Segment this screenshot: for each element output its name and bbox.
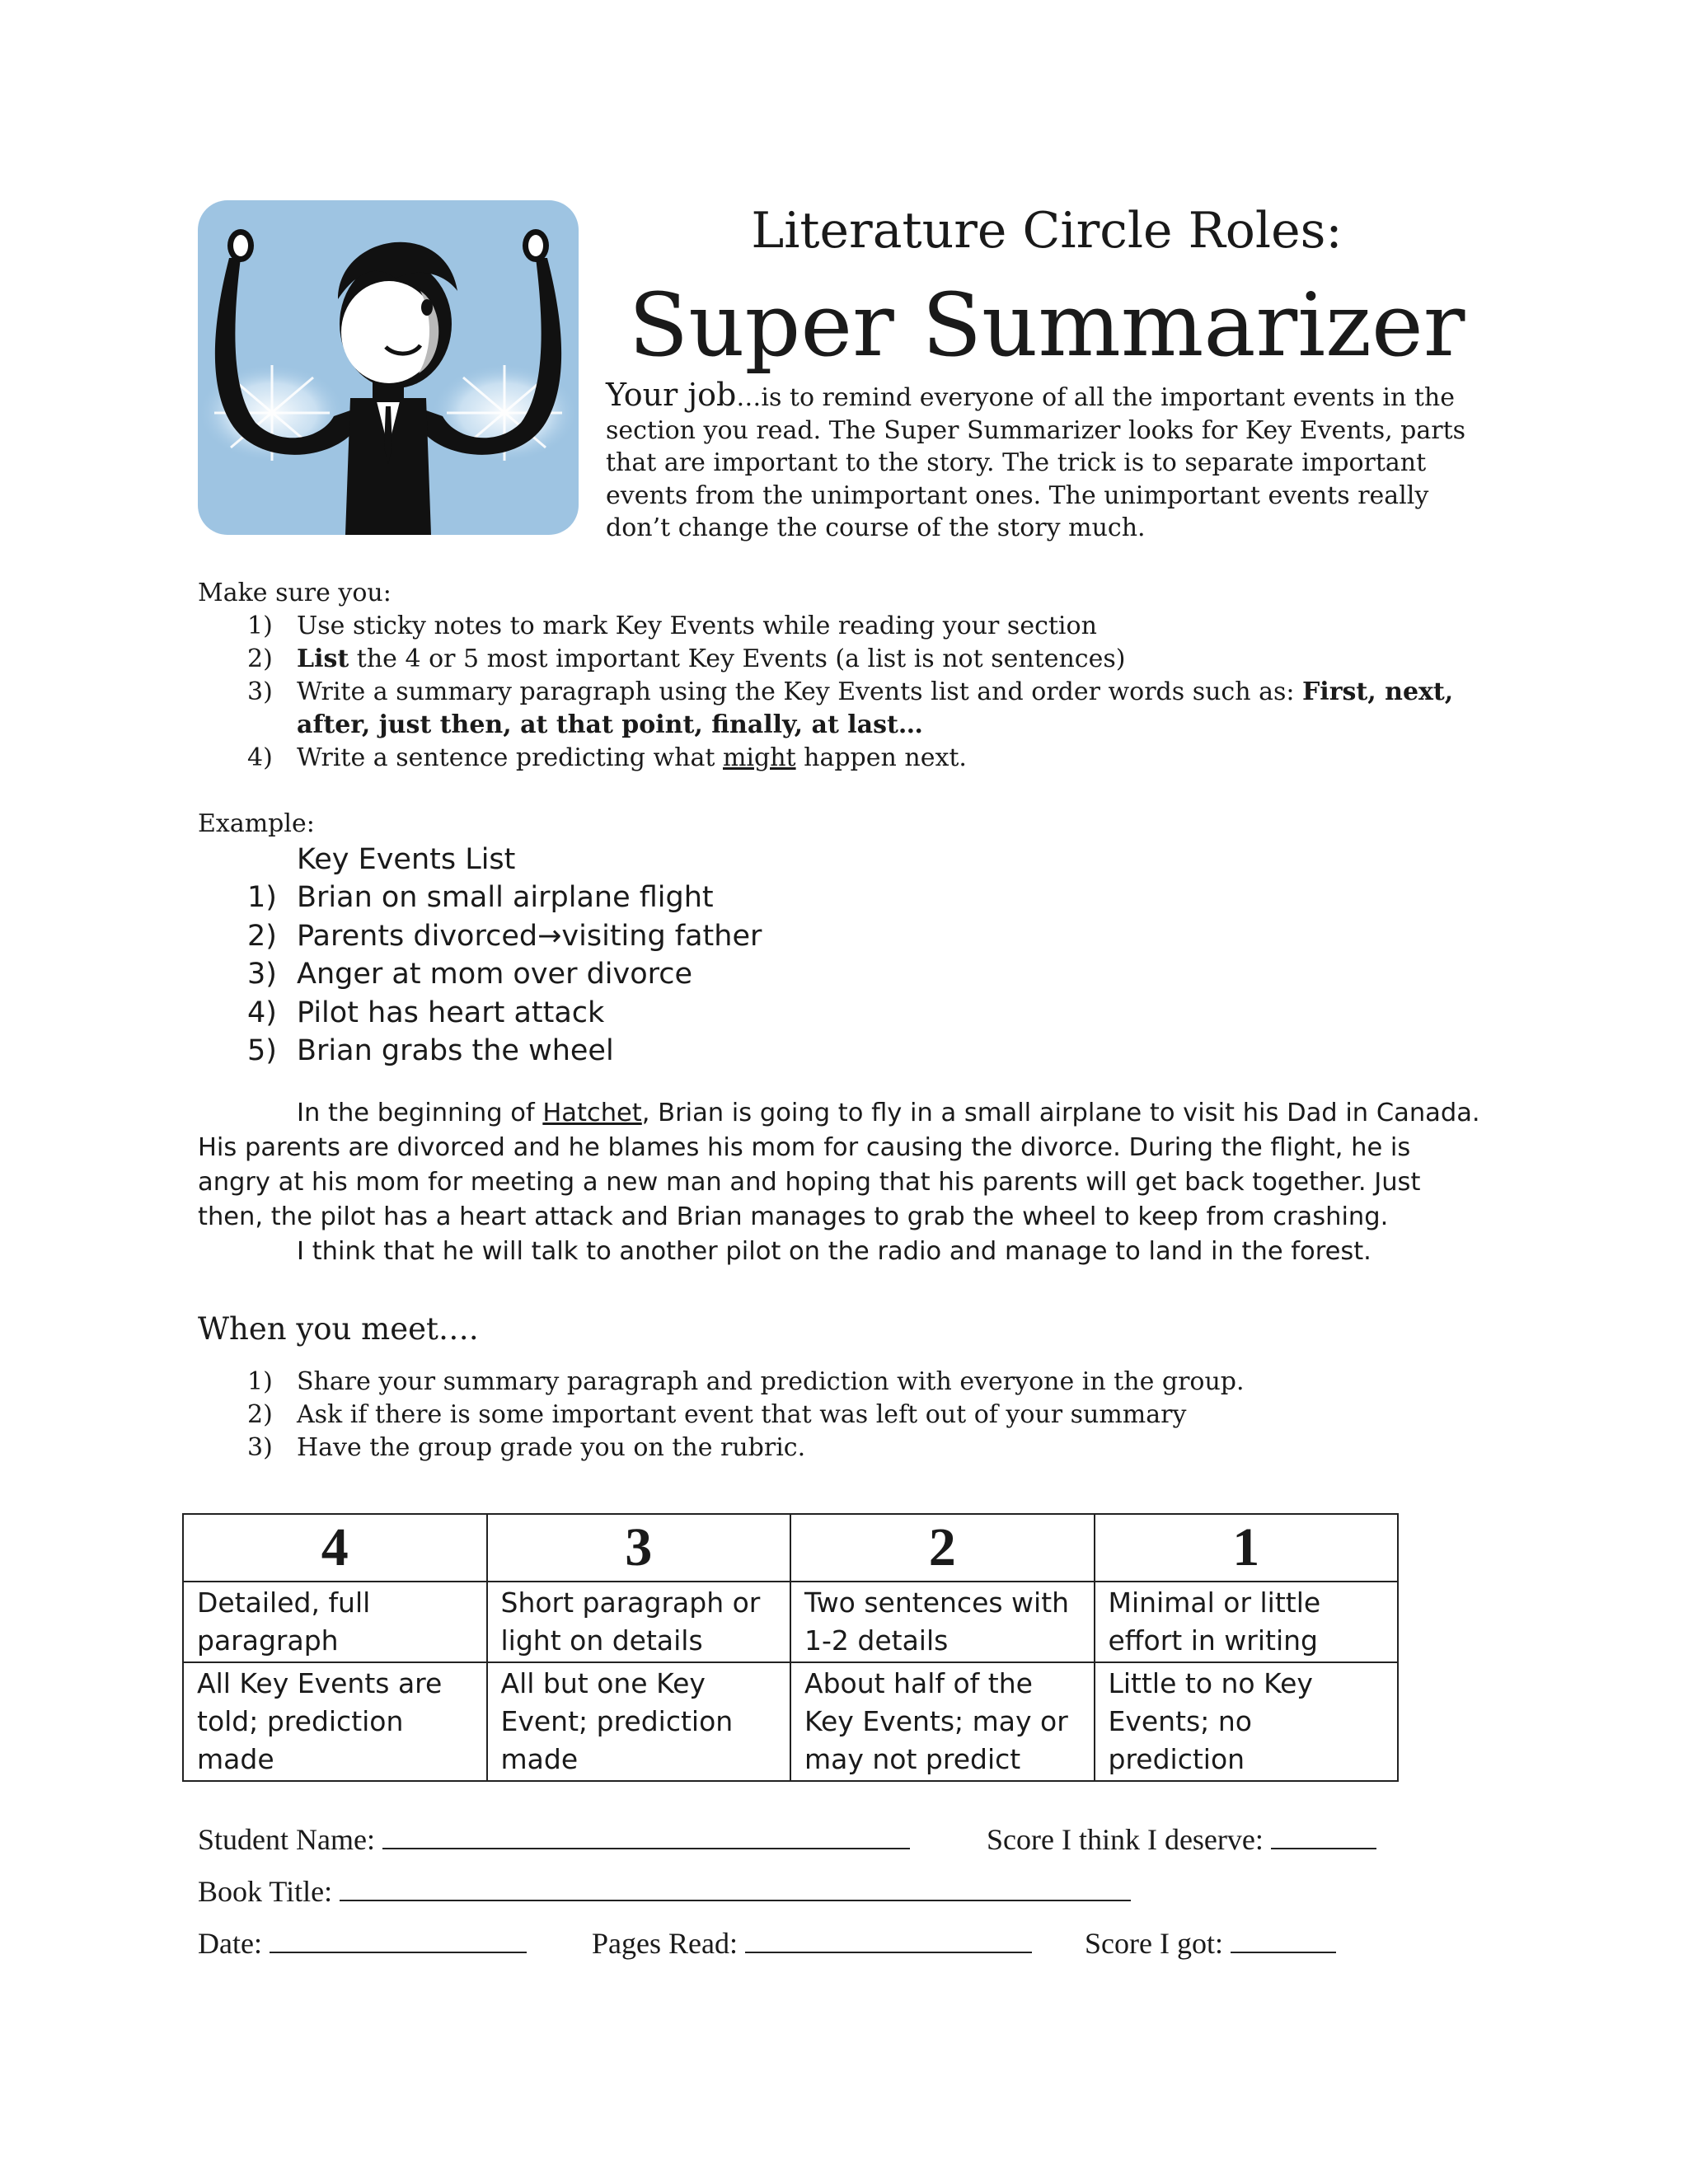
meet-section (198, 1366, 1484, 1465)
score-got-field[interactable] (1231, 1929, 1336, 1953)
prediction-sentence: I think that he will talk to another pilot on the radio and manage to land in the forest. (297, 1237, 1372, 1266)
order-words: First, next, after, just then, at that point, finally, at last… (297, 677, 1454, 739)
underlined-word: might (722, 743, 796, 772)
list-item (198, 643, 1484, 676)
list-number: 4) (247, 996, 277, 1029)
pages-read-row (592, 1925, 1032, 1961)
key-events-list (198, 841, 1484, 1070)
rubric-cell: Little to no Key Events; no prediction (1095, 1662, 1399, 1781)
rubric-score: 3 (487, 1514, 791, 1582)
list-bold-text: List (297, 644, 349, 673)
rubric-cell: All Key Events are told; prediction made (183, 1662, 487, 1781)
list-item (198, 676, 1484, 742)
date-field[interactable] (270, 1929, 527, 1953)
book-title: Hatchet (542, 1099, 642, 1127)
score-got-row (1085, 1925, 1336, 1961)
table-row (183, 1582, 1398, 1662)
list-text: Brian on small airplane flight (297, 881, 714, 915)
list-item (198, 1432, 1484, 1465)
book-title-field[interactable] (340, 1877, 1131, 1901)
pages-read-label: Pages Read: (592, 1927, 738, 1960)
key-events-title: Key Events List (297, 843, 516, 876)
summary-text: , Brian is going to fly in a small airplane to visit his Dad in Canada. His parents are divorced and he blames his mom for causing the divorce. During the flight, he is angry at his mom for meeting a new man and hoping that his parents will get back together. Just then, the pilot has a heart attack and Brian manages to grab the wheel to keep from crashing. (198, 1099, 1480, 1231)
book-title-row (198, 1873, 1131, 1910)
rubric-cell: Short paragraph or light on details (487, 1582, 791, 1662)
list-text: Parents divorced (297, 919, 538, 953)
score-got-label: Score I got: (1085, 1927, 1223, 1960)
list-number: 1) (247, 881, 277, 915)
list-text: the 4 or 5 most important Key Events (a list is not sentences) (349, 644, 1126, 673)
student-name-row (198, 1821, 910, 1858)
rubric-cell: All but one Key Event; prediction made (487, 1662, 791, 1781)
list-number: 1) (247, 612, 273, 640)
page-subtitle: Literature Circle Roles: (751, 202, 1343, 260)
date-row (198, 1925, 527, 1961)
list-number: 2) (247, 1400, 273, 1429)
student-name-field[interactable] (382, 1825, 910, 1849)
list-text: Ask if there is some important event that was left out of your summary (297, 1400, 1187, 1429)
list-number: 1) (247, 1367, 273, 1396)
list-item (198, 742, 1484, 775)
page-title: Super Summarizer (628, 274, 1465, 376)
example-summary (198, 1096, 1484, 1269)
rubric-score: 1 (1095, 1514, 1399, 1582)
list-number: 2) (247, 644, 273, 673)
list-text: Anger at mom over divorce (297, 958, 693, 991)
rubric-cell: About half of the Key Events; may or may not predict (790, 1662, 1095, 1781)
list-text: Write a summary paragraph using the Key Events list and order words such as: (297, 677, 1302, 706)
rubric-cell: Two sentences with 1-2 details (790, 1582, 1095, 1662)
date-label: Date: (198, 1927, 262, 1960)
table-row (183, 1662, 1398, 1781)
list-item (198, 1366, 1484, 1399)
student-name-label: Student Name: (198, 1823, 375, 1856)
rubric-score: 4 (183, 1514, 487, 1582)
list-item (198, 955, 1484, 993)
book-title-label: Book Title: (198, 1875, 333, 1908)
strong-man-flexing-icon (198, 200, 579, 535)
example-label: Example: (198, 809, 315, 838)
key-events-items (198, 879, 1484, 1070)
rubric-cell: Minimal or little effort in writing (1095, 1582, 1399, 1662)
rubric-score: 2 (790, 1514, 1095, 1582)
rubric-cell: Detailed, full paragraph (183, 1582, 487, 1662)
list-number: 2) (247, 919, 277, 953)
list-text: Use sticky notes to mark Key Events while reading your section (297, 612, 1097, 640)
list-text: Write a sentence predicting what (297, 743, 723, 772)
rubric-table (182, 1513, 1399, 1782)
score-deserve-field[interactable] (1271, 1825, 1376, 1849)
list-number: 3) (247, 1433, 273, 1462)
pages-read-field[interactable] (745, 1929, 1032, 1953)
list-number: 5) (247, 1034, 277, 1068)
list-number: 3) (247, 958, 277, 991)
list-number: 3) (247, 677, 273, 706)
rubric-score-row (183, 1514, 1398, 1582)
intro-lead: Your job (606, 377, 737, 413)
list-item (198, 917, 1484, 955)
list-text: Share your summary paragraph and prediction with everyone in the group. (297, 1367, 1245, 1396)
list-item (198, 1399, 1484, 1432)
score-deserve-row (987, 1821, 1376, 1858)
list-text: Pilot has heart attack (297, 996, 605, 1029)
super-summarizer-illustration (198, 200, 579, 535)
list-text: happen next. (795, 743, 967, 772)
list-item (198, 994, 1484, 1032)
arrow-right-icon: → (537, 919, 562, 953)
make-sure-list (198, 610, 1484, 775)
make-sure-section (198, 577, 1484, 775)
list-number: 4) (247, 743, 273, 772)
intro-paragraph (606, 379, 1496, 545)
summary-paragraph (198, 1096, 1484, 1235)
list-text: Have the group grade you on the rubric. (297, 1433, 806, 1462)
intro-text: …is to remind everyone of all the important events in the section you read. The Super Summarizer looks for Key Events, parts that are important to the story. The trick is to separate important events from the unimportant ones. The unimportant events really don’t change the course of the story much. (606, 383, 1466, 542)
list-text: Brian grabs the wheel (297, 1034, 614, 1068)
meet-heading: When you meet…. (198, 1311, 479, 1347)
summary-text: In the beginning of (297, 1099, 543, 1127)
list-item (198, 610, 1484, 643)
meet-list (198, 1366, 1484, 1465)
make-sure-heading: Make sure you: (198, 579, 392, 607)
list-item (198, 879, 1484, 916)
score-deserve-label: Score I think I deserve: (987, 1823, 1264, 1856)
list-text: visiting father (561, 919, 762, 953)
list-item (198, 1032, 1484, 1070)
